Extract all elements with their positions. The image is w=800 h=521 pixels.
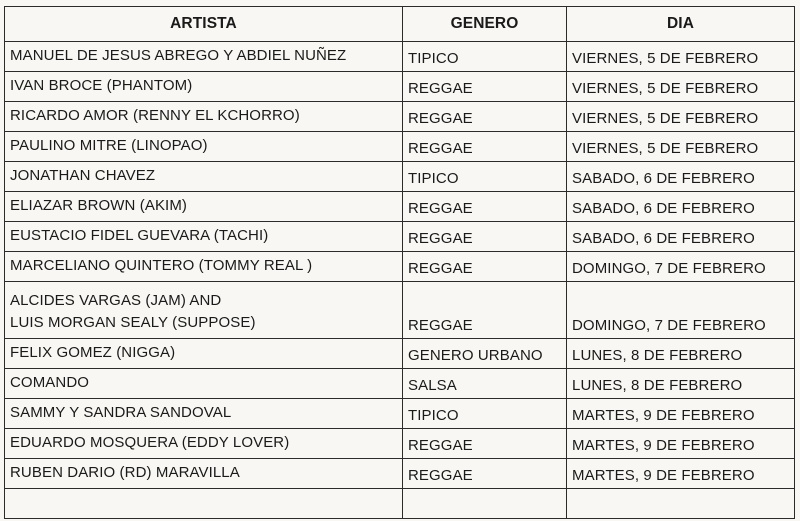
genre-cell: GENERO URBANO bbox=[403, 339, 567, 369]
header-row bbox=[5, 7, 795, 42]
genre-cell: REGGAE bbox=[403, 132, 567, 162]
genre-cell: REGGAE bbox=[403, 222, 567, 252]
artist-name-line: ALCIDES VARGAS (JAM) AND bbox=[10, 292, 222, 309]
artist-cell bbox=[5, 339, 403, 369]
genre-cell: REGGAE bbox=[403, 192, 567, 222]
table-row bbox=[5, 102, 795, 132]
artist-name-line: EDUARDO MOSQUERA (EDDY LOVER) bbox=[10, 434, 290, 451]
genre-cell: REGGAE bbox=[403, 72, 567, 102]
artist-name-line: SAMMY Y SANDRA SANDOVAL bbox=[10, 404, 232, 421]
day-cell: MARTES, 9 DE FEBRERO bbox=[567, 399, 795, 429]
day-cell bbox=[567, 489, 795, 519]
genre-cell: TIPICO bbox=[403, 162, 567, 192]
day-cell: VIERNES, 5 DE FEBRERO bbox=[567, 72, 795, 102]
table-row bbox=[5, 399, 795, 429]
genre-cell: REGGAE bbox=[403, 102, 567, 132]
genre-cell bbox=[403, 489, 567, 519]
genre-cell: REGGAE bbox=[403, 429, 567, 459]
artist-schedule-table bbox=[4, 6, 795, 519]
genre-cell: REGGAE bbox=[403, 459, 567, 489]
artist-cell bbox=[5, 282, 403, 339]
artist-cell bbox=[5, 252, 403, 282]
day-cell: VIERNES, 5 DE FEBRERO bbox=[567, 42, 795, 72]
artist-cell bbox=[5, 369, 403, 399]
genre-cell: TIPICO bbox=[403, 399, 567, 429]
table-row bbox=[5, 369, 795, 399]
day-cell: MARTES, 9 DE FEBRERO bbox=[567, 429, 795, 459]
artist-cell bbox=[5, 222, 403, 252]
table-row bbox=[5, 72, 795, 102]
artist-name-line: IVAN BROCE (PHANTOM) bbox=[10, 77, 193, 94]
day-cell: VIERNES, 5 DE FEBRERO bbox=[567, 102, 795, 132]
artist-name-line: LUIS MORGAN SEALY (SUPPOSE) bbox=[10, 314, 256, 331]
day-cell: DOMINGO, 7 DE FEBRERO bbox=[567, 252, 795, 282]
table-row bbox=[5, 282, 795, 339]
artist-name-line: EUSTACIO FIDEL GUEVARA (TACHI) bbox=[10, 227, 269, 244]
table-row bbox=[5, 222, 795, 252]
day-cell: LUNES, 8 DE FEBRERO bbox=[567, 339, 795, 369]
genre-cell: REGGAE bbox=[403, 252, 567, 282]
table-row bbox=[5, 252, 795, 282]
artist-name-line: ELIAZAR BROWN (AKIM) bbox=[10, 197, 188, 214]
artist-cell bbox=[5, 489, 403, 519]
artist-cell bbox=[5, 42, 403, 72]
table-body bbox=[5, 42, 795, 519]
table-row bbox=[5, 489, 795, 519]
artist-cell bbox=[5, 429, 403, 459]
artist-name-line: JONATHAN CHAVEZ bbox=[10, 167, 156, 184]
table-row bbox=[5, 42, 795, 72]
artist-cell bbox=[5, 102, 403, 132]
day-cell: DOMINGO, 7 DE FEBRERO bbox=[567, 282, 795, 339]
table-row bbox=[5, 429, 795, 459]
table-row bbox=[5, 339, 795, 369]
artist-cell bbox=[5, 399, 403, 429]
day-cell: SABADO, 6 DE FEBRERO bbox=[567, 162, 795, 192]
artist-cell bbox=[5, 459, 403, 489]
day-cell: VIERNES, 5 DE FEBRERO bbox=[567, 132, 795, 162]
artist-name-line: RICARDO AMOR (RENNY EL KCHORRO) bbox=[10, 107, 300, 124]
artist-name-line: MANUEL DE JESUS ABREGO Y ABDIEL NUÑEZ bbox=[10, 47, 347, 64]
artist-name-line: MARCELIANO QUINTERO (TOMMY REAL ) bbox=[10, 257, 313, 274]
day-cell: LUNES, 8 DE FEBRERO bbox=[567, 369, 795, 399]
table-row bbox=[5, 192, 795, 222]
artist-cell bbox=[5, 132, 403, 162]
genre-cell: SALSA bbox=[403, 369, 567, 399]
artist-name-line: COMANDO bbox=[10, 374, 90, 391]
artist-name-line: FELIX GOMEZ (NIGGA) bbox=[10, 344, 176, 361]
artist-cell bbox=[5, 162, 403, 192]
header-artist: ARTISTA bbox=[5, 7, 403, 42]
day-cell: MARTES, 9 DE FEBRERO bbox=[567, 459, 795, 489]
genre-cell: REGGAE bbox=[403, 282, 567, 339]
artist-cell bbox=[5, 72, 403, 102]
artist-cell bbox=[5, 192, 403, 222]
day-cell: SABADO, 6 DE FEBRERO bbox=[567, 192, 795, 222]
day-cell: SABADO, 6 DE FEBRERO bbox=[567, 222, 795, 252]
artist-name-line: RUBEN DARIO (RD) MARAVILLA bbox=[10, 464, 240, 481]
artist-name-line: PAULINO MITRE (LINOPAO) bbox=[10, 137, 208, 154]
table-row bbox=[5, 459, 795, 489]
header-day: DIA bbox=[567, 7, 795, 42]
table-row bbox=[5, 132, 795, 162]
genre-cell: TIPICO bbox=[403, 42, 567, 72]
table-row bbox=[5, 162, 795, 192]
header-genre: GENERO bbox=[403, 7, 567, 42]
table-header bbox=[5, 7, 795, 42]
